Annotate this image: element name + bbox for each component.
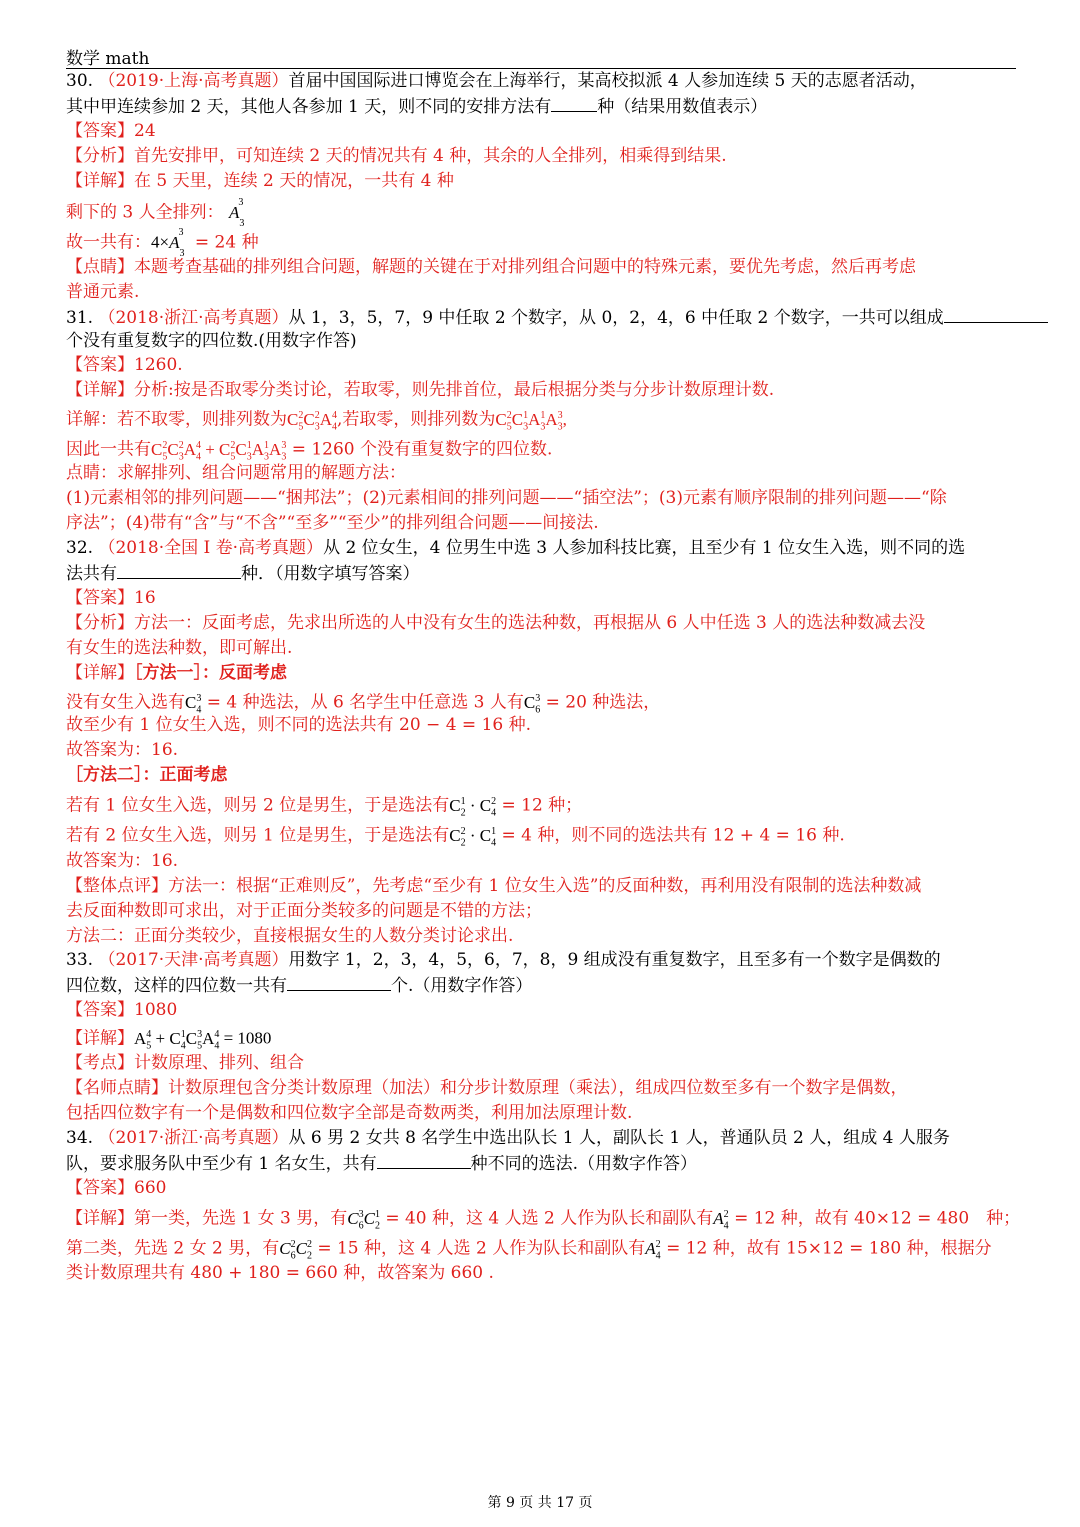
q32-l2: 故至少有 1 位女生入选，则不同的选法共有 20 − 4 = 16 种. [66,715,532,735]
detail-tag: 【详解】 [66,1208,134,1229]
formula-c52c31a31a33: $C_5^2C_3^1A_3^1A_3^3$, [495,409,567,433]
q34-stem-line1 [66,1127,950,1149]
q31-stem-line1 [66,306,1048,329]
q30-comment2 [66,281,139,303]
q32-detail [66,662,287,684]
q32-l5a: 若有 2 位女生入选，则另 1 位是男生，于是选法有 [66,825,450,846]
q34-l1b: = 40 种，这 4 人选 2 人作为队长和副队有 [379,1208,714,1229]
q32-pp2 [66,900,542,922]
formula-c62c22: $C_6^2C_2^2$ [279,1238,312,1262]
q33-ms1 [66,1077,908,1099]
q32-stem1: 从 2 位女生，4 位男生中选 3 人参加科技比赛，且至少有 1 位女生入选，则不同的选 [323,538,966,558]
detail-tag: 【详解】 [66,663,134,683]
method2-heading: ［方法二］：正面考虑 [66,765,228,785]
comment-tag: 【点睛】 [66,257,134,277]
analysis-text1: 方法一：反面考虑，先求出所选的人中没有女生的选法种数，再根据从 6 人中任选 3 人的选法种数减去没 [134,613,926,633]
q32-l6 [66,850,178,872]
q33-source: （2017·天津·高考真题） [98,950,289,970]
review-tag: 【整体点评】 [66,876,168,896]
formula-sum: $C_5^2C_3^2A_4^4 + C_5^2C_3^1A_3^1A_3^3$ [151,439,287,463]
detail-text: 分析:按是否取零分类讨论，若取零，则先排首位，最后根据分类与分步计数原理计数. [134,380,775,400]
q32-l4 [66,791,582,824]
q31-l4: (1)元素相邻的排列问题——“捆邦法”；(2)元素相间的排列问题——“插空法”；(3)元素有顺序限制的排列问题——“除 [66,488,947,508]
answer-tag: 【答案】 [66,588,134,608]
q31-detail [66,379,774,401]
formula-a33b: $A_3^3$ [169,227,185,260]
q34-stem-line2 [66,1152,697,1175]
q31-l1b: ,若取零，则排列数为 [336,409,496,430]
q32-l6: 故答案为：16. [66,851,179,871]
q32-l5b: = 4 种，则不同的选法共有 12 + 4 = 16 种. [496,825,845,846]
q32-l4b: = 12 种； [496,795,583,816]
q34-l3 [66,1262,494,1284]
comment-text1: 本题考查基础的排列组合问题，解题的关键在于对排列组合问题中的特殊元素，要优先考虑，然后再考虑 [134,257,916,277]
q32-l5 [66,821,845,854]
formula-c22c41: $C_2^2 \cdot C_4^1$ [449,825,497,849]
q32-l1a: 没有女生入选有 [66,692,185,713]
q32-number: 32. [66,538,94,558]
formula-c63c21: $C_6^3C_2^1$ [347,1208,380,1232]
q32-stem2a: 法共有 [66,564,117,584]
q32-stem-line1 [66,537,965,559]
formula-a42: $A_4^2$ [713,1208,729,1232]
formula-a33: $A_3^3$ [229,197,245,230]
q34-l2a: 第二类，先选 2 女 2 男，有 [66,1238,280,1259]
q32-l2 [66,714,531,736]
answer-value: 1260. [134,355,183,375]
q33-xj-result: = 1080 [219,1028,272,1048]
q31-answer [66,354,183,376]
q34-l1c: = 12 种，故有 40×12 = 480 种； [728,1208,1021,1229]
review-text1: 方法一：根据“正难则反”，先考虑“至少有 1 位女生入选”的反面种数，再利用没有限制的选法种数减 [168,876,922,896]
q33-stem-line1 [66,949,941,971]
q31-tip-line3 [66,512,599,534]
formula-a42b: $A_4^2$ [645,1238,661,1262]
q30-analysis [66,145,727,167]
q30-comment [66,256,916,278]
answer-tag: 【答案】 [66,121,134,141]
q30-l1: 剩下的 3 人全排列： [66,202,224,223]
q33-answer [66,999,177,1021]
page-footer [0,1492,1080,1512]
q31-number: 31. [66,308,94,328]
q34-stem1: 从 6 男 2 女共 8 名学生中选出队长 1 人，副队长 1 人，普通队员 2 人，组成 4 人服务 [288,1128,950,1148]
page-header [66,44,1016,69]
q31-tip-line1 [66,462,406,484]
q30-stem-line1 [66,70,927,92]
q34-l2c: = 12 种，故有 15×12 = 180 种，根据分 [660,1238,992,1259]
q32-pp1 [66,875,921,897]
answer-blank [551,95,597,112]
q30-detail [66,170,454,192]
q32-source: （2018·全国 I 卷·高考真题） [98,538,324,558]
teacher-tip-tag: 【名师点睛】 [66,1078,168,1098]
q31-l2b: = 1260 个没有重复数字的四位数. [286,439,553,460]
answer-blank [117,562,241,579]
q34-number: 34. [66,1128,94,1148]
teacher-tip-text1: 计数原理包含分类计数原理（加法）和分步计数原理（乘法），组成四位数至多有一个数字是偶数， [168,1078,908,1098]
q32-l3 [66,739,178,761]
q33-stem1: 用数字 1，2，3，4，5，6，7，8，9 组成没有重复数字，且至多有一个数字是偶数的 [288,950,941,970]
q32-l3: 故答案为：16. [66,740,179,760]
q30-source: （2019·上海·高考真题） [98,71,289,91]
q32-l1c: = 20 种选法， [540,692,661,713]
q31-l2a: 因此一共有 [66,439,151,460]
q32-analysis2 [66,637,292,659]
q33-kd [66,1052,304,1074]
q34-stem2a: 队，要求服务队中至少有 1 名女生，共有 [66,1154,377,1174]
q33-stem2b: 个.（用数字作答） [391,976,533,996]
analysis-tag: 【分析】 [66,146,134,166]
formula-c63: $C_6^3$ [523,692,541,716]
answer-value: 660 [134,1178,167,1198]
q32-stem2b: 种．（用数字填写答案） [241,564,420,584]
q32-l1b: = 4 种选法，从 6 名学生中任意选 3 人有 [201,692,524,713]
topic-tag: 【考点】 [66,1053,134,1073]
review-text3: 方法二：正面分类较少，直接根据女生的人数分类讨论求出. [66,926,514,946]
q34-l1 [66,1204,1020,1237]
review-text2: 去反面种数即可求出，对于正面分类较多的问题是不错的方法； [66,901,542,921]
q34-source: （2017·浙江·高考真题） [98,1128,289,1148]
detail-tag: 【详解】 [66,171,134,191]
q32-pp3 [66,925,513,947]
comment-text2: 普通元素. [66,282,140,302]
q30-stem1: 首届中国国际进口博览会在上海举行，某高校拟派 4 人参加连续 5 天的志愿者活动， [288,71,927,91]
q30-stem2a: 其中甲连续参加 2 天，其他人各参加 1 天，则不同的安排方法有 [66,97,552,117]
q30-answer [66,120,156,142]
q33-ms2 [66,1102,632,1124]
q31-stem1: 从 1，3，5，7，9 中任取 2 个数字，从 0，2，4，6 中任取 2 个数字，一共可以组成 [288,308,944,328]
formula-c21c42: $C_2^1 \cdot C_4^2$ [449,795,497,819]
formula-c52c32a44: $C_5^2C_3^2A_4^4$ [287,409,337,433]
answer-blank [944,306,1048,323]
formula-c43: $C_4^3$ [185,692,202,716]
q31-tip-line2 [66,487,947,509]
answer-tag: 【答案】 [66,1178,134,1198]
answer-blank [377,1152,471,1169]
q34-stem2b: 种不同的选法.（用数字作答） [470,1154,698,1174]
q33-number: 33. [66,950,94,970]
detail-tag: 【详解】 [66,1028,134,1049]
q31-stem2: 个没有重复数字的四位数.(用数字作答) [66,331,357,351]
q34-answer [66,1177,166,1199]
q32-analysis [66,612,925,634]
analysis-text2: 有女生的选法种数，即可解出. [66,638,293,658]
q32-m2 [66,764,228,786]
q30-l2a: 故一共有： [66,232,151,253]
topic-text: 计数原理、排列、组合 [134,1053,304,1073]
q32-l4a: 若有 1 位女生入选，则另 2 位是男生，于是选法有 [66,795,450,816]
q30-stem-line2 [66,95,767,118]
answer-tag: 【答案】 [66,355,134,375]
q30-number: 30. [66,71,94,91]
header-text: 数学 math [66,49,150,69]
analysis-text: 首先安排甲，可知连续 2 天的情况共有 4 种，其余的人全排列，相乘得到结果. [134,146,727,166]
answer-value: 24 [134,121,156,141]
q31-l5: 序法”；(4)带有“含”与“不含”“至多”“至少”的排列组合问题——间接法. [66,513,599,533]
q32-stem-line2 [66,562,420,585]
detail-tag: 【详解】 [66,380,134,400]
answer-value: 1080 [134,1000,178,1020]
teacher-tip-text2: 包括四位数字有一个是偶数和四位数字全部是奇数两类，利用加法原理计数. [66,1103,633,1123]
q31-source: （2018·浙江·高考真题） [98,308,289,328]
q33-stem2a: 四位数，这样的四位数一共有 [66,976,287,996]
q31-stem-line2 [66,330,357,352]
answer-tag: 【答案】 [66,1000,134,1020]
q32-answer [66,587,156,609]
q31-detail-line2 [66,405,567,438]
method1-heading: ［方法一］：反面考虑 [134,663,287,683]
detail-text: 在 5 天里，连续 2 天的情况，一共有 4 种 [134,171,454,191]
q30-stem2b: 种（结果用数值表示） [597,97,768,117]
q34-l3: 类计数原理共有 480 + 180 = 660 种，故答案为 660 . [66,1263,494,1283]
page-number: 第 9 页 共 17 页 [487,1495,593,1511]
q33-stem-line2 [66,974,532,997]
q31-l1a: 详解：若不取零，则排列数为 [66,409,287,430]
q30-l2c: = 24 种 [189,232,259,253]
answer-blank [287,974,391,991]
q30-l2b: 4× [151,232,170,252]
q31-l3: 点睛：求解排列、组合问题常用的解题方法： [66,463,406,483]
answer-value: 16 [134,588,156,608]
q34-l1a: 第一类，先选 1 女 3 男，有 [134,1208,348,1229]
q30-detail-line2 [66,198,249,231]
analysis-tag: 【分析】 [66,613,134,633]
q34-l2b: = 15 种，这 4 人选 2 人作为队长和副队有 [311,1238,646,1259]
formula-a54-sum: $A_5^4 + C_4^1C_5^3A_4^4$ [134,1028,220,1052]
